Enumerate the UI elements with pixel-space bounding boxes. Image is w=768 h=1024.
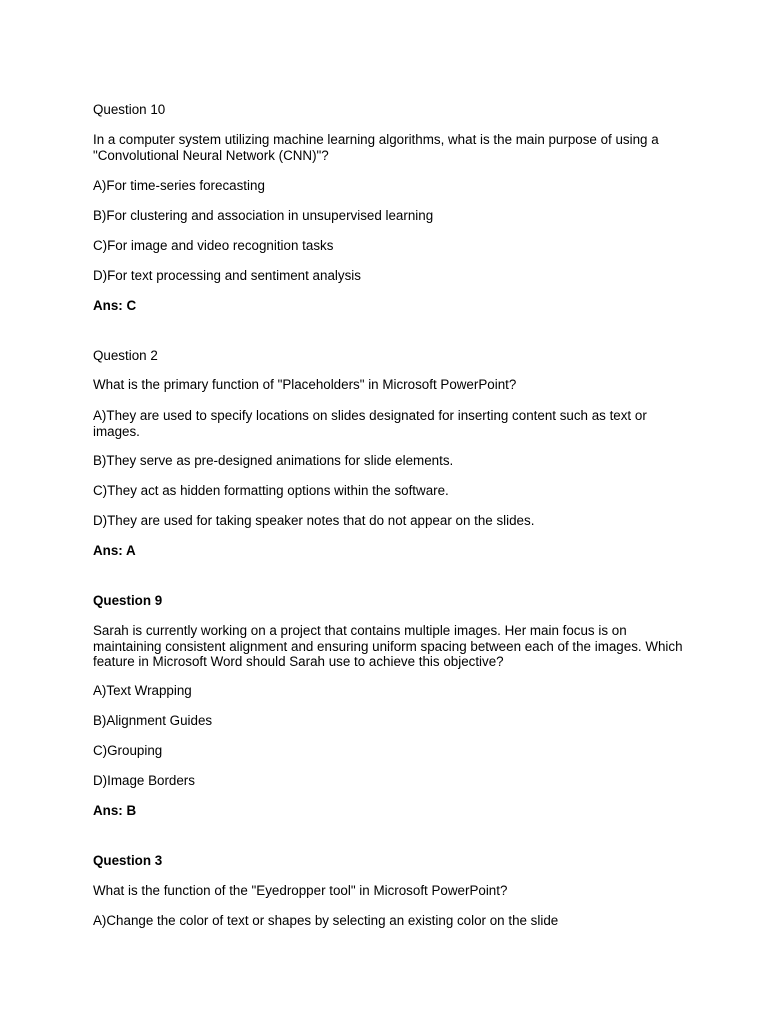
question-title: Question 2 — [93, 348, 158, 363]
option-a: A)Text Wrapping — [93, 683, 192, 698]
option-a: A)They are used to specify locations on slides designated for inserting content such as text or images. — [93, 408, 647, 439]
option-c: C)For image and video recognition tasks — [93, 238, 334, 253]
option-d: D)Image Borders — [93, 773, 195, 788]
question-text: What is the primary function of "Placeholders" in Microsoft PowerPoint? — [93, 377, 517, 392]
question-title: Question 3 — [93, 853, 163, 868]
answer-label: Ans: B — [93, 803, 137, 818]
option-b: B)Alignment Guides — [93, 713, 213, 728]
answer-label: Ans: C — [93, 298, 137, 313]
option-d: D)They are used for taking speaker notes that do not appear on the slides. — [93, 513, 535, 528]
question-text: Sarah is currently working on a project that contains multiple images. Her main focus is on maintaining consistent alignment and ensuring uniform spacing between each of the images. Which feature in Microsoft Word should Sarah use to achieve this objective? — [93, 623, 683, 669]
option-a: A)For time-series forecasting — [93, 178, 265, 193]
option-a: A)Change the color of text or shapes by selecting an existing color on the slide — [93, 913, 559, 928]
question-title: Question 9 — [93, 593, 163, 608]
option-c: C)They act as hidden formatting options within the software. — [93, 483, 449, 498]
option-b: B)They serve as pre-designed animations for slide elements. — [93, 453, 454, 468]
question-text: What is the function of the "Eyedropper tool" in Microsoft PowerPoint? — [93, 883, 508, 898]
question-title: Question 10 — [93, 102, 166, 117]
answer-label: Ans: A — [93, 543, 136, 558]
option-b: B)For clustering and association in unsupervised learning — [93, 208, 434, 223]
question-text: In a computer system utilizing machine learning algorithms, what is the main purpose of using a "Convolutional Neural Network (CNN)"? — [93, 132, 659, 163]
option-c: C)Grouping — [93, 743, 163, 758]
option-d: D)For text processing and sentiment analysis — [93, 268, 361, 283]
